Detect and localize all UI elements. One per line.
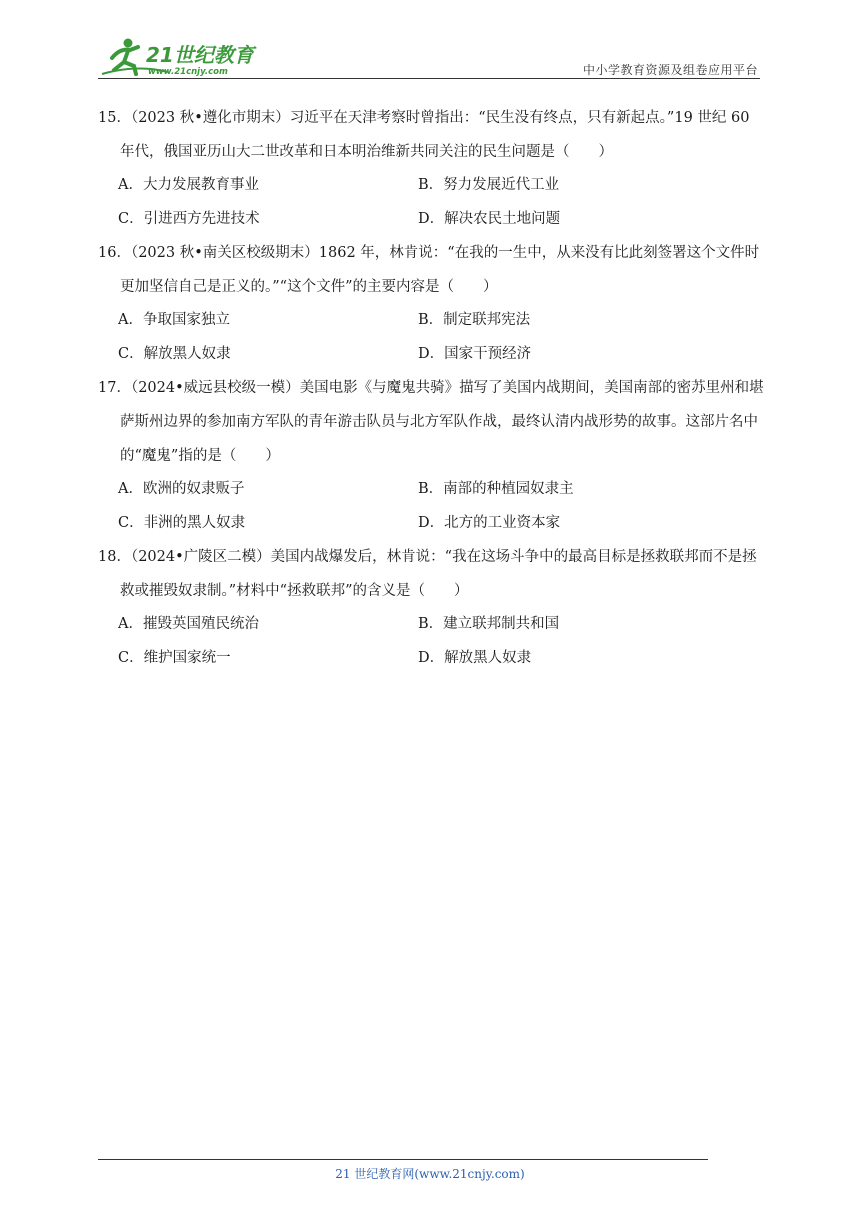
question-16 — [98, 236, 764, 371]
question-number: 18． — [98, 549, 131, 565]
option-c[interactable]: C．解放黑人奴隶 — [118, 345, 231, 362]
footer-divider — [98, 1159, 708, 1160]
option-c[interactable]: C．维护国家统一 — [118, 649, 231, 666]
option-d[interactable]: D．解放黑人奴隶 — [418, 649, 532, 666]
question-number: 15． — [98, 110, 131, 126]
page-header — [98, 34, 760, 80]
question-stem: （2023 秋•南关区校级期末）1862 年，林肯说：“在我的一生中，从来没有比此刻签署这个文件时更加坚信自己是正义的。”“这个文件”的主要内容是（ ） — [120, 245, 760, 295]
question-15 — [98, 101, 764, 236]
option-a[interactable]: A．争取国家独立 — [118, 312, 230, 328]
footer-link[interactable]: 21 世纪教育网(www.21cnjy.com) — [335, 1167, 525, 1181]
question-stem: （2024•威远县校级一模）美国电影《与魔鬼共骑》描写了美国内战期间，美国南部的密苏里州和堪萨斯州边界的参加南方军队的青年游击队员与北方军队作战，最终认清内战形势的故事。这部片名中的“魔鬼”指的是（ ） — [120, 380, 764, 464]
logo-title: 21世纪教育 — [146, 43, 254, 67]
logo-url: www.21cnjy.com — [148, 67, 228, 77]
question-17 — [98, 371, 764, 540]
option-b[interactable]: B．努力发展近代工业 — [418, 177, 560, 193]
option-c[interactable]: C．引进西方先进技术 — [118, 210, 260, 227]
option-b[interactable]: B．制定联邦宪法 — [418, 312, 531, 328]
option-grid — [118, 608, 764, 675]
option-b[interactable]: B．南部的种植园奴隶主 — [418, 481, 574, 497]
option-grid — [118, 304, 764, 371]
option-b[interactable]: B．建立联邦制共和国 — [418, 616, 560, 632]
option-d[interactable]: D．北方的工业资本家 — [418, 514, 561, 531]
option-a[interactable]: A．摧毁英国殖民统治 — [118, 616, 259, 632]
question-number: 16． — [98, 245, 131, 261]
logo-21cnjy — [98, 34, 258, 80]
platform-label: 中小学教育资源及组卷应用平台 — [582, 63, 758, 77]
option-a[interactable]: A．欧洲的奴隶贩子 — [118, 481, 245, 497]
option-a[interactable]: A．大力发展教育事业 — [118, 177, 259, 193]
question-list — [98, 101, 764, 675]
question-stem: （2024•广陵区二模）美国内战爆发后，林肯说：“我在这场斗争中的最高目标是拯救联邦而不是拯救或摧毁奴隶制。”材料中“拯救联邦”的含义是（ ） — [120, 549, 757, 599]
question-18 — [98, 540, 764, 675]
option-d[interactable]: D．国家干预经济 — [418, 345, 532, 362]
option-c[interactable]: C．非洲的黑人奴隶 — [118, 514, 246, 531]
question-stem: （2023 秋•遵化市期末）习近平在天津考察时曾指出：“民生没有终点，只有新起点。”19 世纪 60 年代，俄国亚历山大二世改革和日本明治维新共同关注的民生问题是（ ） — [120, 110, 750, 160]
question-number: 17． — [98, 380, 131, 396]
option-grid — [118, 169, 764, 236]
header-divider — [98, 78, 760, 79]
option-d[interactable]: D．解决农民土地问题 — [418, 210, 561, 227]
option-grid — [118, 473, 764, 540]
